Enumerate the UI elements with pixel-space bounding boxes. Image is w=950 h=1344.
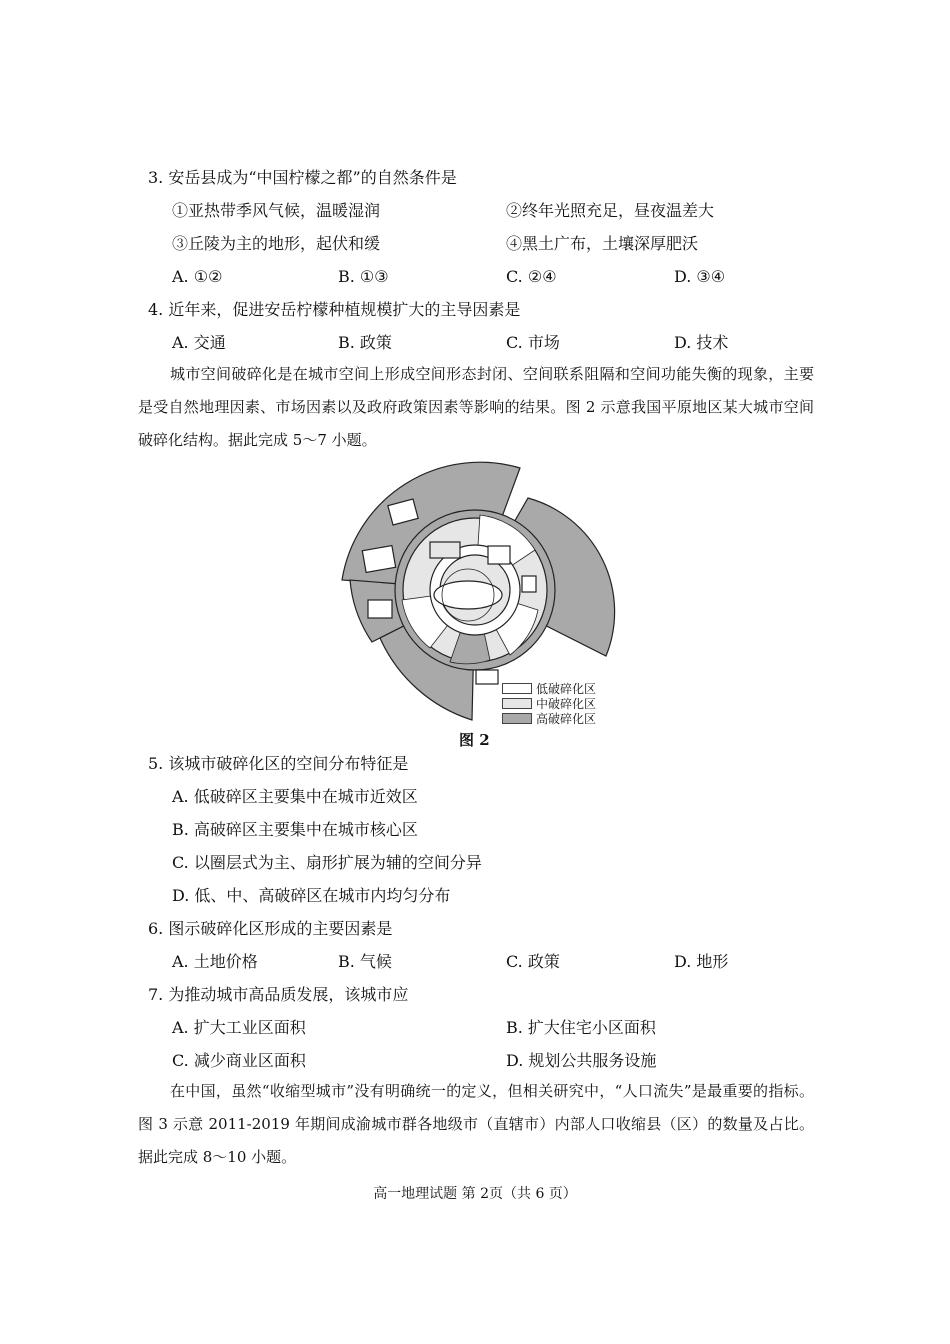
q3-item-1: ①亚热带季风气候，温暖湿润 <box>172 201 381 220</box>
q7-option-d: D. 规划公共服务设施 <box>506 1051 657 1070</box>
figure-caption: 图 2 <box>459 731 490 749</box>
q4-option-d: D. 技术 <box>674 333 729 352</box>
q3-stem: 3. 安岳县成为“中国柠檬之都”的自然条件是 <box>148 168 457 187</box>
q6-option-d: D. 地形 <box>674 952 729 971</box>
q7-option-b: B. 扩大住宅小区面积 <box>506 1018 656 1037</box>
q4-option-b: B. 政策 <box>338 333 392 352</box>
legend-swatch-medium <box>502 698 532 709</box>
q6-option-a: A. 土地价格 <box>172 952 258 971</box>
q7-option-a: A. 扩大工业区面积 <box>172 1018 306 1037</box>
q3-option-b: B. ①③ <box>338 267 389 286</box>
q6-option-b: B. 气候 <box>338 952 392 971</box>
legend <box>502 681 596 726</box>
q5-option-a: A. 低破碎区主要集中在城市近效区 <box>172 787 418 806</box>
legend-item-low <box>502 681 596 696</box>
q3-item-3: ③丘陵为主的地形，起伏和缓 <box>172 234 381 253</box>
q6-stem: 6. 图示破碎化区形成的主要因素是 <box>148 919 393 938</box>
q4-option-a: A. 交通 <box>172 333 226 352</box>
page-footer: 高一地理试题 第 2页（共 6 页） <box>373 1186 577 1202</box>
q3-option-d: D. ③④ <box>674 267 726 286</box>
q3-item-4: ④黑土广布，土壤深厚肥沃 <box>506 234 699 253</box>
q5-option-c: C. 以圈层式为主、扇形扩展为辅的空间分异 <box>172 853 482 872</box>
q7-stem: 7. 为推动城市高品质发展，该城市应 <box>148 985 409 1004</box>
q7-option-c: C. 减少商业区面积 <box>172 1051 306 1070</box>
legend-label-high: 高破碎化区 <box>536 711 597 726</box>
q4-stem: 4. 近年来，促进安岳柠檬种植规模扩大的主导因素是 <box>148 300 521 319</box>
q6-option-c: C. 政策 <box>506 952 560 971</box>
legend-swatch-high <box>502 713 532 724</box>
legend-item-high <box>502 711 596 726</box>
q3-option-a: A. ①② <box>172 267 223 286</box>
legend-label-low: 低破碎化区 <box>536 681 597 696</box>
legend-swatch-low <box>502 683 532 694</box>
q4-option-c: C. 市场 <box>506 333 560 352</box>
legend-label-medium: 中破碎化区 <box>536 696 597 711</box>
q5-option-d: D. 低、中、高破碎区在城市内均匀分布 <box>172 886 451 905</box>
intro-paragraph-5-7: 城市空间破碎化是在城市空间上形成空间形态封闭、空间联系阻隔和空间功能失衡的现象，主要是受自然地理因素、市场因素以及政府政策因素等影响的结果。图 2 示意我国平原地区某大城市空间破碎化结构。据此完成 5～7 小题。 <box>138 365 814 449</box>
q5-option-b: B. 高破碎区主要集中在城市核心区 <box>172 820 418 839</box>
q5-stem: 5. 该城市破碎化区的空间分布特征是 <box>148 754 409 773</box>
q3-option-c: C. ②④ <box>506 267 557 286</box>
q3-item-2: ②终年光照充足，昼夜温差大 <box>506 201 715 220</box>
intro-paragraph-8-10: 在中国，虽然“收缩型城市”没有明确统一的定义，但相关研究中，“人口流失”是最重要的指标。图 3 示意 2011-2019 年期间成渝城市群各地级市（直辖市）内部人口收缩县（区）的数量及占比。据此完成 8～10 小题。 <box>138 1082 814 1166</box>
legend-item-medium <box>502 696 596 711</box>
